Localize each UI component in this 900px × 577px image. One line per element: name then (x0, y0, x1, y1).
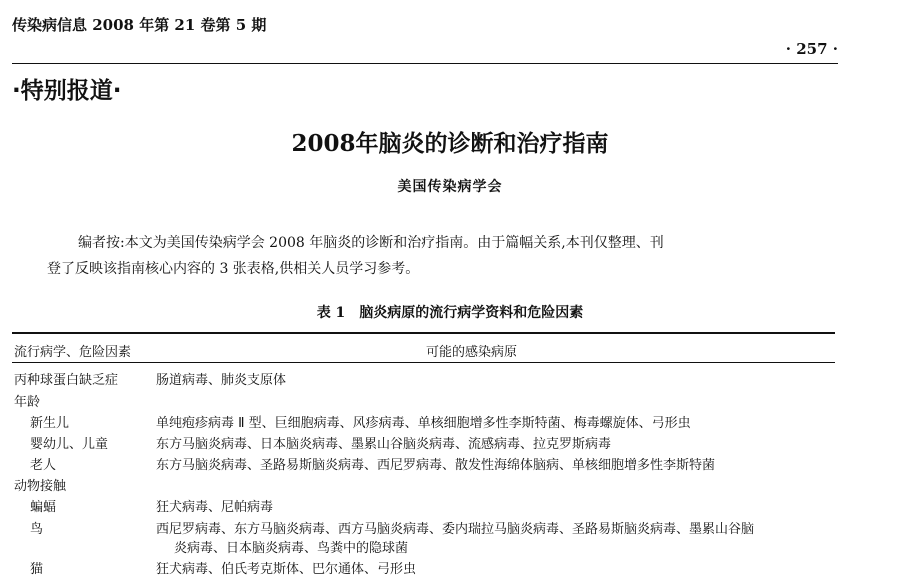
editor-note-line-2: 登了反映该指南核心内容的 3 张表格,供相关人员学习参考。 (47, 261, 420, 277)
table-top-rule (12, 332, 835, 334)
row-factor: 丙种球蛋白缺乏症 (14, 373, 119, 388)
table-header-factor: 流行病学、危险因素 (14, 345, 132, 360)
table-header-rule (12, 362, 835, 363)
journal-header: 传染病信息 2008 年第 21 卷第 5 期 (12, 16, 267, 34)
table-caption-text: 脑炎病原的流行病学资料和危险因素 (359, 305, 584, 321)
table-number: 表 1 (316, 305, 346, 321)
row-factor: 年龄 (14, 395, 41, 410)
row-pathogens: 东方马脑炎病毒、圣路易斯脑炎病毒、西尼罗病毒、散发性海绵体脑病、单核细胞增多性李斯特菌 (156, 458, 716, 473)
row-factor: 新生儿 (30, 416, 70, 431)
page-number: · 257 · (785, 40, 838, 58)
row-pathogens: 狂犬病毒、尼帕病毒 (156, 500, 274, 515)
section-label: ·特别报道· (12, 78, 122, 104)
row-pathogens: 单纯疱疹病毒 Ⅱ 型、巨细胞病毒、风疹病毒、单核细胞增多性李斯特菌、梅毒螺旋体、弓形虫 (156, 416, 691, 431)
row-factor: 蝙蝠 (30, 500, 57, 515)
table-caption (0, 302, 900, 322)
row-factor: 鸟 (30, 522, 44, 537)
row-pathogens: 肠道病毒、肺炎支原体 (156, 373, 287, 388)
header-rule (12, 63, 838, 64)
article-author: 美国传染病学会 (397, 179, 503, 195)
row-factor: 动物接触 (14, 479, 67, 494)
article-title: 2008年脑炎的诊断和治疗指南 (291, 130, 609, 157)
row-pathogens-continued: 炎病毒、日本脑炎病毒、鸟粪中的隐球菌 (174, 541, 409, 556)
editor-note-line-1: 编者按:本文为美国传染病学会 2008 年脑炎的诊断和治疗指南。由于篇幅关系,本刊仅整理、刊 (78, 235, 664, 251)
row-pathogens: 狂犬病毒、伯氏考克斯体、巴尔通体、弓形虫 (156, 562, 417, 577)
row-pathogens: 东方马脑炎病毒、日本脑炎病毒、墨累山谷脑炎病毒、流感病毒、拉克罗斯病毒 (156, 437, 612, 452)
row-factor: 婴幼儿、儿童 (30, 437, 109, 452)
table-header-pathogens: 可能的感染病原 (426, 345, 518, 360)
row-factor: 猫 (30, 562, 44, 577)
row-factor: 老人 (30, 458, 57, 473)
row-pathogens: 西尼罗病毒、东方马脑炎病毒、西方马脑炎病毒、委内瑞拉马脑炎病毒、圣路易斯脑炎病毒、墨累山谷脑 (156, 522, 755, 537)
